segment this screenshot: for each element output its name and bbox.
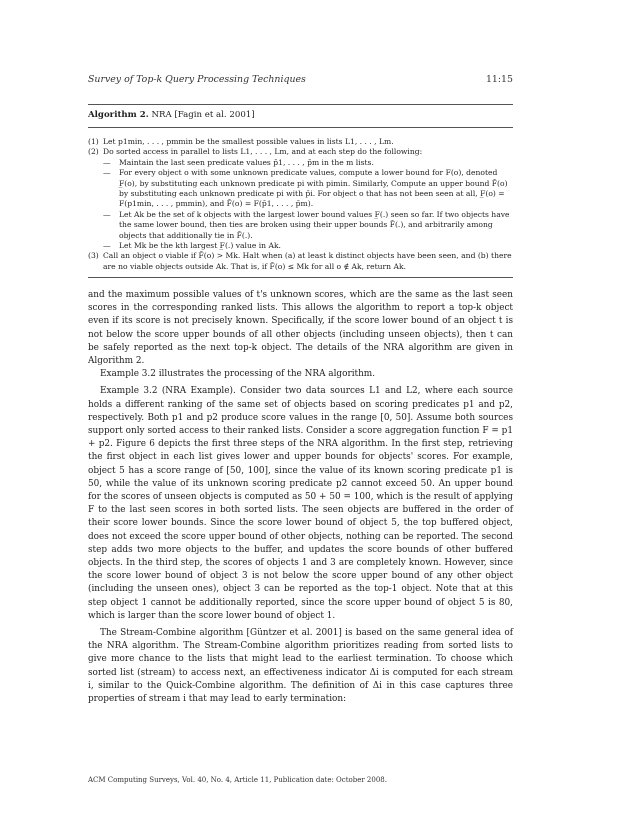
algorithm-body: [88, 137, 513, 272]
algorithm-title: [88, 110, 513, 120]
running-title: Survey of Top-k Query Processing Techniques: [88, 74, 306, 85]
step-text: Do sorted access in parallel to lists L1, . . . , Lm, and at each step do the following:: [103, 147, 423, 157]
algorithm-title-rule: [88, 127, 513, 128]
body-text: [88, 289, 513, 706]
algorithm-step-3: [88, 251, 513, 272]
step-text: Let p1min, . . . , pmmin be the smallest possible values in lists L1, . . . , Lm.: [103, 137, 394, 146]
step-number: (3): [88, 251, 99, 261]
substep-text: Let Ak be the set of k objects with the largest lower bound values F̲(.) seen so far. If two objects have the same lower bound, then ties are broken using their upper bounds F̄(.), and arbitrarily among objects that additionally tie in F̄(.).: [119, 209, 510, 240]
algorithm-name: NRA [Fagin et al. 2001]: [151, 110, 255, 120]
page-number: 11:15: [485, 74, 513, 85]
algorithm-label: Algorithm 2.: [88, 110, 149, 120]
step-text: Call an object o viable if F̄(o) > Mk. Halt when (a) at least k distinct objects have been seen, and (b) there are no viable objects outside Ak. That is, if F̄(o) ≤ Mk for all o ∉ Ak, return Ak.: [103, 251, 512, 271]
step-number: (1): [88, 137, 99, 146]
algorithm-step-2: [88, 147, 513, 157]
paragraph: Example 3.2 illustrates the processing of the NRA algorithm.: [100, 369, 376, 380]
footer-citation: ACM Computing Surveys, Vol. 40, No. 4, Article 11, Publication date: October 2008.: [88, 776, 387, 784]
algorithm-top-rule: [88, 104, 513, 105]
paragraph: The Stream-Combine algorithm [Güntzer et al. 2001] is based on the same general idea of the NRA algorithm. The Stream-Combine algorithm prioritizes reading from sorted lists to give more chance to the lists that might lead to the earliest termination. To choose which sorted list (stream) to access next, an effectiveness indicator Δi is computed for each stream i, similar to the Quick-Combine algorithm. The definition of Δi in this case captures three properties of stream i that may lead to early termination:: [88, 628, 513, 705]
algorithm-bottom-rule: [88, 277, 513, 278]
substep-text: For every object o with some unknown predicate values, compute a lower bound for F(o), denoted F̲(o), by substituting each unknown predicate pi with pimin. Similarly, Compute an upper bound F̄(o) by substituting each unknown predicate pi with p̄i. For object o that has not been seen at all, F̲(o) = F(p1min, . . . , pmmin), and F̄(o) = F(p̄1, . . . , p̄m).: [119, 168, 508, 209]
algorithm-substep: — For every object o with some unknown predicate values, compute a lower bound for F(o), denoted F̲(o), by substituting each unknown predicate pi with pimin. Similarly, Compute an upper bound F̄(o) by substituting each unknown predicate pi with p̄i. For object o that has not been seen at all, F̲(o) = F(p1min, . . . , pmmin), and F̄(o) = F(p̄1, . . . , p̄m).: [103, 168, 508, 209]
algorithm-substep: — Let Mk be the kth largest F̲(.) value in Ak.: [103, 241, 281, 251]
algorithm-substep: — Let Ak be the set of k objects with the largest lower bound values F̲(.) seen so far. If two objects have the same lower bound, then ties are broken using their upper bounds F̄(.), and arbitrarily among objects that additionally tie in F̄(.).: [103, 209, 510, 240]
paragraph: and the maximum possible values of t's unknown scores, which are the same as the last seen scores in the corresponding ranked lists. This allows the algorithm to report a top-k object even if its score is not precisely known. Specifically, if the score lower bound of an object t is not below the score upper bounds of all other objects (including unseen objects), then t can be safely reported as the next top-k object. The details of the NRA algorithm are given in Algorithm 2.: [88, 290, 513, 367]
step-number: (2): [88, 147, 99, 157]
substep-text: Maintain the last seen predicate values p̄1, . . . , p̄m in the m lists.: [119, 157, 374, 167]
substep-text: Let Mk be the kth largest F̲(.) value in Ak.: [119, 241, 281, 251]
algorithm-step-1: [88, 137, 513, 147]
algorithm-substep: — Maintain the last seen predicate values p̄1, . . . , p̄m in the m lists.: [103, 157, 374, 167]
running-header: [88, 74, 513, 85]
example-paragraph: Example 3.2 (NRA Example). Consider two data sources L1 and L2, where each source holds a different ranking of the same set of objects based on scoring predicates p1 and p2, respectively. Both p1 and p2 produce score values in the range [0, 50]. Assume both sources support only sorted access to their ranked lists. Consider a score aggregation function F = p1 + p2. Figure 6 depicts the first three steps of the NRA algorithm. In the first step, retrieving the first object in each list gives lower and upper bounds for objects' scores. For example, object 5 has a score range of [50, 100], since the value of its known scoring predicate p1 is 50, while the value of its unknown scoring predicate p2 cannot exceed 50. An upper bound for the scores of unseen objects is computed as 50 + 50 = 100, which is the result of applying F to the last seen scores in both sorted lists. The seen objects are buffered in the order of their score lower bounds. Since the score lower bound of object 5, the top buffered object, does not exceed the score upper bound of other objects, nothing can be reported. The second step adds two more objects to the buffer, and updates the score bounds of other buffered objects. In the third step, the scores of objects 1 and 3 are completely known. However, since the score lower bound of object 3 is not below the score upper bound of any other object (including the unseen ones), object 3 can be reported as the top-1 object. Note that at this step object 1 cannot be additionally reported, since the score upper bound of object 5 is 80, which is larger than the score lower bound of object 1.: [88, 386, 513, 621]
